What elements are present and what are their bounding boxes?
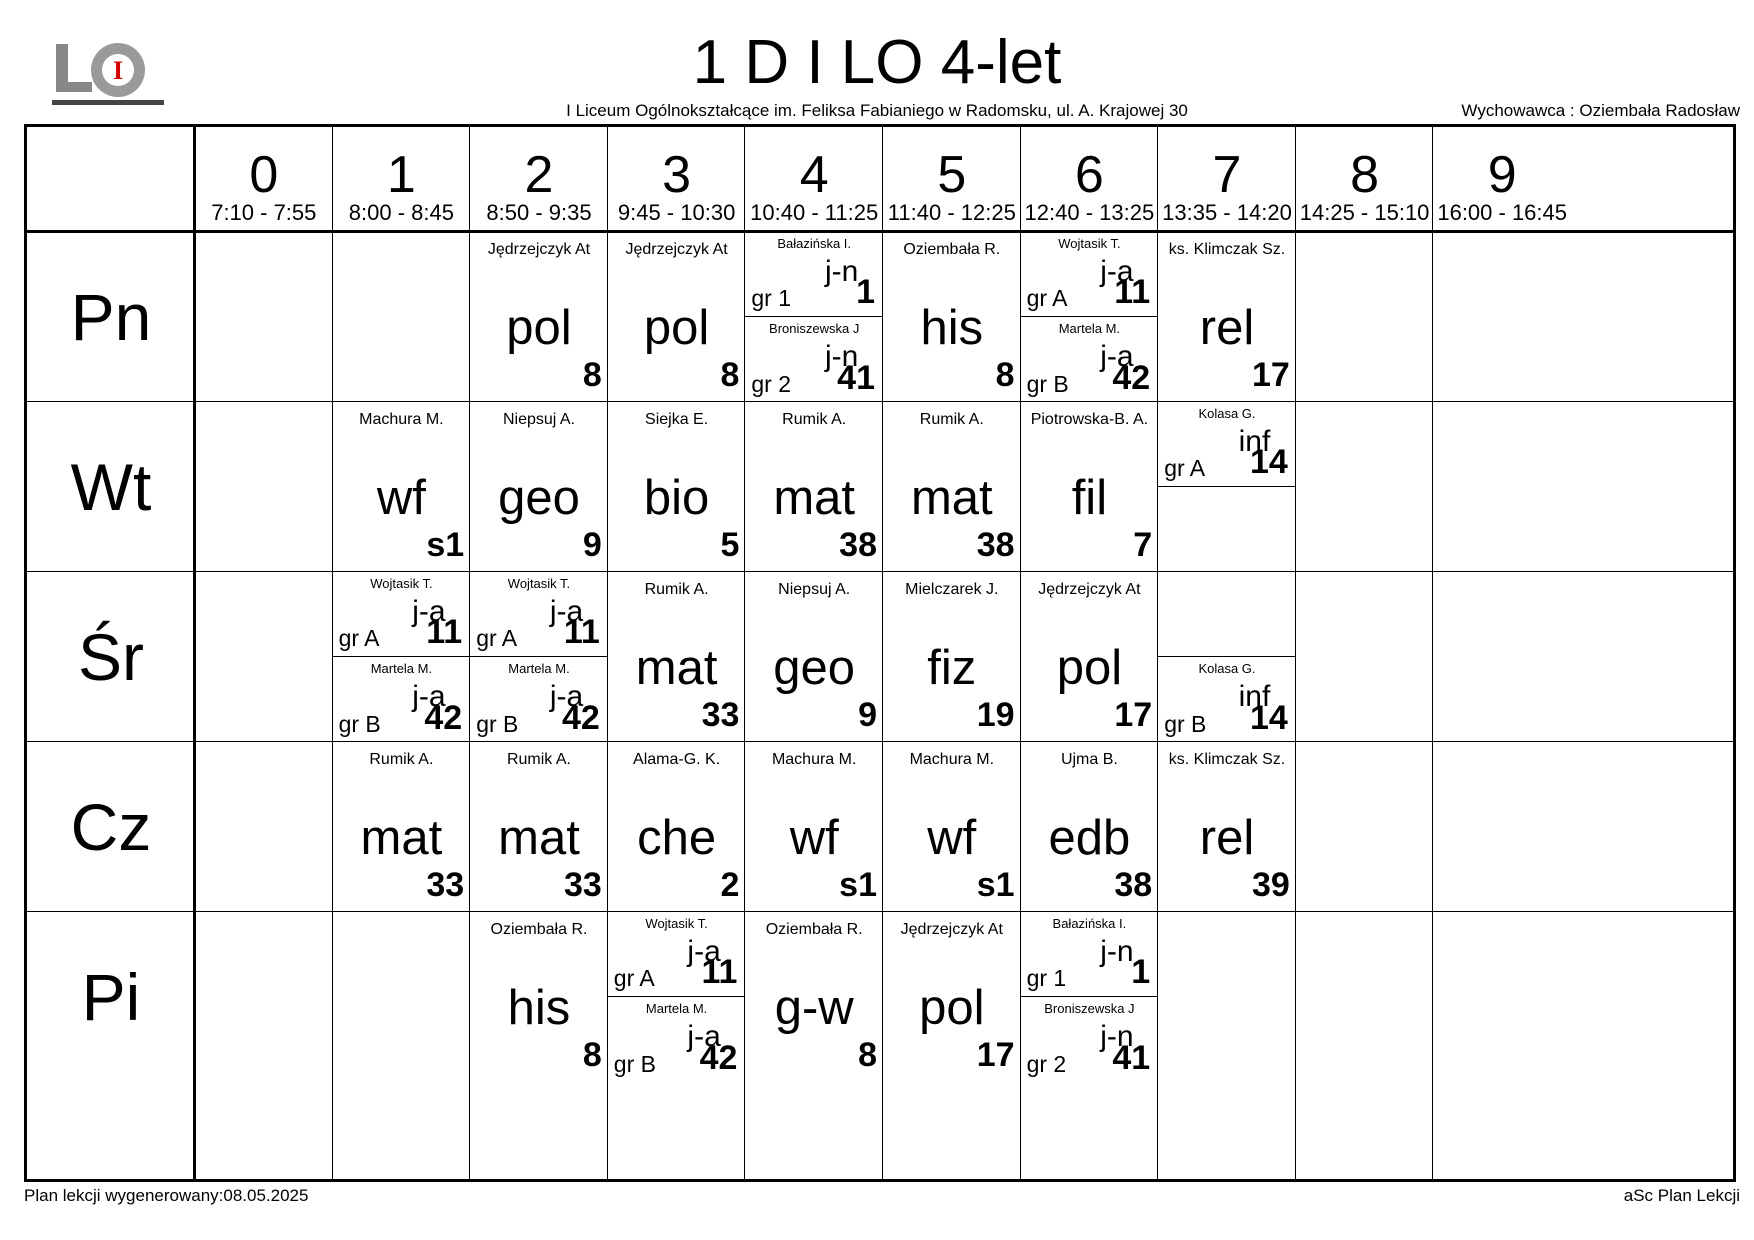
- group-label: gr B: [338, 711, 381, 737]
- subject-name: fil: [1071, 471, 1108, 525]
- subject-name: mat: [635, 641, 718, 695]
- subject-name: inf: [1238, 425, 1271, 458]
- room-number: 33: [426, 866, 465, 904]
- period-number: 4: [799, 146, 829, 204]
- lesson-cell: [745, 402, 883, 572]
- lesson-cell: [1021, 572, 1159, 742]
- room-number: 11: [1114, 273, 1151, 311]
- teacher-name: Martela M.: [1058, 321, 1121, 336]
- room-number: 14: [1249, 443, 1288, 481]
- period-time: 8:00 - 8:45: [348, 200, 454, 225]
- subject-name: bio: [643, 471, 710, 525]
- room-number: 41: [837, 359, 875, 397]
- subject-name: che: [637, 811, 717, 865]
- group-label: gr B: [476, 711, 519, 737]
- split-lesson-cell: [1158, 572, 1296, 742]
- group-lesson: [745, 317, 883, 402]
- lesson-cell: [1158, 742, 1296, 912]
- subject-name: j-a: [1100, 255, 1134, 288]
- logo-badge: I: [112, 56, 124, 85]
- room-number: 41: [1112, 1039, 1151, 1077]
- room-number: s1: [426, 526, 465, 564]
- lesson-cell: [883, 402, 1021, 572]
- group-label: gr 2: [1026, 1051, 1067, 1077]
- teacher-name: Oziembała R.: [765, 921, 863, 938]
- teacher-name: Machura M.: [771, 751, 857, 768]
- period-time: 16:00 - 16:45: [1437, 200, 1568, 225]
- lesson-cell: [1021, 742, 1159, 912]
- room-number: 17: [1114, 696, 1153, 734]
- teacher-name: Siejka E.: [645, 411, 709, 428]
- teacher-name: ks. Klimczak Sz.: [1168, 751, 1286, 768]
- teacher-name: Martela M.: [370, 661, 433, 676]
- period-time: 7:10 - 7:55: [211, 200, 317, 225]
- room-number: 2: [720, 866, 740, 904]
- lesson-cell: [608, 402, 746, 572]
- group-label: gr B: [613, 1051, 656, 1077]
- period-header: [470, 127, 608, 232]
- teacher-name: Jędrzejczyk At: [1038, 581, 1141, 598]
- subject-name: j-a: [412, 680, 446, 713]
- software-credit: aSc Plan Lekcji: [1623, 1186, 1740, 1205]
- room-number: 42: [424, 699, 463, 737]
- teacher-name: Machura M.: [359, 411, 444, 428]
- period-number: 5: [937, 146, 967, 204]
- room-number: 7: [1133, 526, 1153, 564]
- lesson-cell: [333, 402, 471, 572]
- room-number: 17: [1251, 356, 1290, 394]
- split-lesson-cell: [608, 912, 746, 1082]
- split-lesson-cell: [1158, 402, 1296, 572]
- room-number: 8: [858, 1036, 877, 1074]
- group-lesson: [1021, 912, 1159, 996]
- lesson-cell: [883, 232, 1021, 402]
- period-header: [195, 127, 333, 232]
- period-header: [1158, 127, 1296, 232]
- school-name: I Liceum Ogólnokształcące im. Feliksa Fabianiego w Radomsku, ul. A. Krajowej 30: [566, 101, 1188, 120]
- period-time: 14:25 - 15:10: [1299, 200, 1430, 225]
- logo-text: LO: [52, 40, 54, 41]
- period-number: 7: [1212, 146, 1242, 204]
- period-header: [745, 127, 883, 232]
- teacher-name: Wojtasik T.: [645, 916, 708, 931]
- subject-name: j-n: [825, 340, 859, 373]
- subject-name: j-a: [549, 680, 584, 713]
- page-title: 1 D I LO 4-let: [692, 28, 1062, 97]
- group-label: gr A: [1164, 455, 1206, 481]
- subject-name: g-w: [774, 981, 854, 1035]
- subject-name: j-n: [1100, 935, 1134, 968]
- teacher-name: Bałazińska I.: [777, 236, 852, 251]
- teacher-name: Niepsuj A.: [778, 581, 851, 598]
- group-divider: [1158, 486, 1296, 487]
- room-number: 5: [720, 526, 740, 564]
- group-label: gr 2: [751, 371, 792, 397]
- period-number: 9: [1487, 146, 1517, 204]
- teacher-name: Jędrzejczyk At: [625, 241, 728, 258]
- lesson-cell: [608, 742, 746, 912]
- lesson-cell: [883, 742, 1021, 912]
- teacher-name: Kolasa G.: [1198, 661, 1256, 676]
- group-lesson: [1021, 232, 1159, 316]
- teacher-name: Rumik A.: [919, 411, 984, 428]
- room-number: 11: [701, 953, 738, 991]
- subject-name: pol: [506, 301, 572, 355]
- group-lesson: [608, 997, 746, 1082]
- group-label: gr A: [338, 625, 380, 651]
- period-time: 12:40 - 13:25: [1024, 200, 1155, 225]
- lesson-cell: [608, 232, 746, 402]
- lesson-cell: [745, 572, 883, 742]
- lesson-cell: [608, 572, 746, 742]
- teacher-name: Rumik A.: [782, 411, 847, 428]
- room-number: 42: [1112, 359, 1151, 397]
- room-number: 8: [720, 356, 740, 394]
- day-label: Wt: [70, 450, 152, 524]
- room-number: 42: [561, 699, 600, 737]
- day-label: Śr: [78, 620, 144, 694]
- subject-name: mat: [773, 471, 856, 525]
- subject-name: wf: [376, 471, 426, 525]
- teacher-name: Machura M.: [909, 751, 995, 768]
- period-header: [1021, 127, 1159, 232]
- subject-name: j-a: [549, 595, 584, 628]
- subject-name: edb: [1048, 811, 1131, 865]
- day-label: Pi: [81, 960, 141, 1034]
- subject-name: mat: [360, 811, 443, 865]
- teacher-name: Martela M.: [645, 1001, 708, 1016]
- lesson-cell: [470, 742, 608, 912]
- teacher-name: Niepsuj A.: [502, 411, 575, 428]
- subject-name: pol: [1056, 641, 1123, 695]
- period-header: [1433, 127, 1571, 232]
- period-header: [883, 127, 1021, 232]
- group-label: gr A: [476, 625, 518, 651]
- group-lesson: [470, 572, 608, 656]
- subject-name: inf: [1238, 680, 1271, 713]
- room-number: 1: [1131, 953, 1151, 991]
- room-number: 11: [426, 613, 463, 651]
- subject-name: pol: [919, 981, 985, 1035]
- room-number: 8: [582, 356, 602, 394]
- lesson-cell: [470, 232, 608, 402]
- group-lesson: [333, 572, 471, 656]
- split-lesson-cell: [470, 572, 608, 742]
- group-label: gr A: [613, 965, 655, 991]
- teacher-name: Broniszewska J: [769, 321, 860, 336]
- room-number: s1: [839, 866, 877, 904]
- room-number: 8: [995, 356, 1015, 394]
- teacher-name: Jędrzejczyk At: [487, 241, 591, 258]
- room-number: 38: [1114, 866, 1153, 904]
- room-number: 11: [563, 613, 600, 651]
- subject-name: rel: [1199, 811, 1255, 865]
- day-label: Pn: [70, 280, 152, 354]
- subject-name: his: [507, 981, 571, 1035]
- teacher-name: Rumik A.: [644, 581, 709, 598]
- subject-name: wf: [927, 811, 977, 865]
- group-lesson: [608, 912, 746, 996]
- subject-name: j-a: [1100, 340, 1134, 373]
- day-label: Cz: [70, 790, 152, 864]
- period-time: 10:40 - 11:25: [750, 200, 879, 225]
- teacher-name: Rumik A.: [506, 751, 571, 768]
- period-time: 13:35 - 14:20: [1162, 200, 1292, 225]
- subject-name: j-n: [825, 255, 859, 288]
- room-number: 17: [976, 1036, 1015, 1074]
- subject-name: j-a: [412, 595, 446, 628]
- period-header: [1296, 127, 1434, 232]
- split-lesson-cell: [333, 572, 471, 742]
- subject-name: mat: [910, 471, 993, 525]
- subject-name: rel: [1199, 301, 1255, 355]
- group-label: gr B: [1026, 371, 1069, 397]
- lesson-cell: [1158, 232, 1296, 402]
- teacher-name: Oziembała R.: [903, 241, 1001, 258]
- period-number: 6: [1074, 146, 1104, 204]
- teacher-name: Oziembała R.: [490, 921, 588, 938]
- group-lesson: [745, 232, 883, 316]
- group-label: gr 1: [1026, 965, 1067, 991]
- lesson-cell: [883, 912, 1021, 1082]
- teacher-name: Rumik A.: [369, 751, 434, 768]
- lesson-cell: [333, 742, 471, 912]
- teacher-name: Alama-G. K.: [633, 751, 721, 768]
- subject-name: geo: [773, 641, 856, 695]
- teacher-name: Bałazińska I.: [1052, 916, 1127, 931]
- form-teacher: Wychowawca : Oziembała Radosław: [1461, 101, 1740, 120]
- subject-name: fiz: [927, 641, 977, 695]
- period-number: 0: [249, 146, 279, 204]
- subject-name: j-n: [1100, 1020, 1134, 1053]
- generated-date: Plan lekcji wygenerowany:08.05.2025: [24, 1186, 309, 1205]
- period-number: 2: [524, 146, 554, 204]
- teacher-name: Wojtasik T.: [1058, 236, 1121, 251]
- group-lesson: [470, 657, 608, 742]
- teacher-name: Kolasa G.: [1198, 406, 1256, 421]
- subject-name: pol: [643, 301, 710, 355]
- teacher-name: Mielczarek J.: [905, 581, 999, 598]
- subject-name: geo: [498, 471, 580, 525]
- lesson-cell: [1021, 402, 1159, 572]
- period-number: 3: [662, 146, 692, 204]
- teacher-name: Martela M.: [508, 661, 570, 676]
- teacher-name: ks. Klimczak Sz.: [1168, 241, 1286, 258]
- group-lesson: [1021, 997, 1159, 1082]
- split-lesson-cell: [1021, 912, 1159, 1082]
- subject-name: j-a: [687, 1020, 721, 1053]
- teacher-name: Piotrowska-B. A.: [1030, 411, 1149, 428]
- period-number: 1: [386, 146, 416, 204]
- room-number: 42: [699, 1039, 738, 1077]
- lesson-cell: [745, 912, 883, 1082]
- room-number: 1: [856, 273, 875, 311]
- room-number: 8: [582, 1036, 602, 1074]
- column-divider: [1432, 127, 1433, 1179]
- lesson-cell: [745, 742, 883, 912]
- subject-name: mat: [498, 811, 580, 865]
- room-number: 38: [976, 526, 1015, 564]
- period-header: [333, 127, 471, 232]
- room-number: 39: [1251, 866, 1290, 904]
- teacher-name: Wojtasik T.: [370, 576, 433, 591]
- group-lesson: [1158, 657, 1296, 742]
- teacher-name: Broniszewska J: [1044, 1001, 1135, 1016]
- period-time: 11:40 - 12:25: [887, 200, 1016, 225]
- room-number: 14: [1249, 699, 1288, 737]
- subject-name: his: [920, 301, 984, 355]
- timetable-grid: [24, 124, 1736, 1182]
- group-lesson: [333, 657, 471, 742]
- teacher-name: Wojtasik T.: [507, 576, 571, 591]
- group-label: gr A: [1026, 285, 1068, 311]
- room-number: 38: [839, 526, 877, 564]
- room-number: 19: [976, 696, 1015, 734]
- group-label: gr B: [1164, 711, 1207, 737]
- room-number: 33: [701, 696, 740, 734]
- split-lesson-cell: [1021, 232, 1159, 402]
- room-number: s1: [976, 866, 1015, 904]
- period-header: [608, 127, 746, 232]
- period-time: 8:50 - 9:35: [486, 200, 592, 225]
- group-lesson: [1158, 402, 1296, 486]
- split-lesson-cell: [745, 232, 883, 402]
- teacher-name: Ujma B.: [1060, 751, 1118, 768]
- lesson-cell: [883, 572, 1021, 742]
- period-number: 8: [1350, 146, 1380, 204]
- lesson-cell: [470, 912, 608, 1082]
- room-number: 33: [563, 866, 602, 904]
- subject-name: wf: [789, 811, 839, 865]
- teacher-name: Jędrzejczyk At: [900, 921, 1003, 938]
- period-time: 9:45 - 10:30: [617, 200, 736, 225]
- room-number: 9: [582, 526, 602, 564]
- group-label: gr 1: [751, 285, 792, 311]
- room-number: 9: [858, 696, 877, 734]
- group-lesson: [1021, 317, 1159, 402]
- lesson-cell: [470, 402, 608, 572]
- subject-name: j-a: [687, 935, 721, 968]
